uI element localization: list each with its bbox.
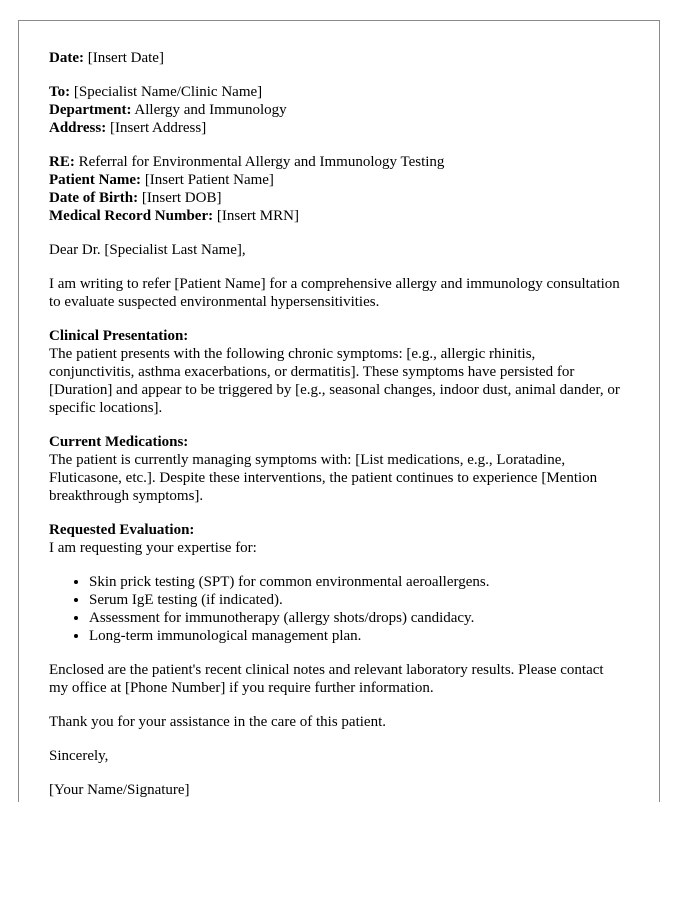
mrn-line xyxy=(49,207,624,225)
requested-evaluation-section xyxy=(49,521,624,645)
department-line xyxy=(49,101,624,119)
date-line xyxy=(49,49,624,67)
current-medications-text: The patient is currently managing symptoms with: [List medications, e.g., Loratadine, Fluticasone, etc.]. Despite these interventions, the patient continues to experience [Mention breakthrough symptoms]. xyxy=(49,452,598,504)
current-medications-section xyxy=(49,433,624,505)
mrn-value: [Insert MRN] xyxy=(216,208,299,224)
enclosure-paragraph: Enclosed are the patient's recent clinical notes and relevant laboratory results. Please contact my office at [Phone Number] if you require further information. xyxy=(49,662,604,696)
signature-placeholder: [Your Name/Signature] xyxy=(49,782,190,798)
current-medications-heading: Current Medications: xyxy=(49,434,189,450)
recipient-block xyxy=(49,83,624,137)
department-label: Department: xyxy=(49,102,132,118)
address-value: [Insert Address] xyxy=(109,120,207,136)
dob-label: Date of Birth: xyxy=(49,190,139,206)
address-line xyxy=(49,119,624,137)
address-label: Address: xyxy=(49,120,107,136)
thanks-paragraph: Thank you for your assistance in the care of this patient. xyxy=(49,714,386,730)
list-item: • Assessment for immunotherapy (allergy shots/drops) candidacy. xyxy=(89,609,624,627)
date-label: Date: xyxy=(49,50,84,66)
referral-letter xyxy=(49,49,624,815)
requested-evaluation-list xyxy=(49,573,624,645)
dob-value: [Insert DOB] xyxy=(141,190,222,206)
to-label: To: xyxy=(49,84,71,100)
list-item: • Skin prick testing (SPT) for common environmental aeroallergens. xyxy=(89,573,624,591)
closing: Sincerely, xyxy=(49,748,109,764)
list-item: • Serum IgE testing (if indicated). xyxy=(89,591,624,609)
patient-name-label: Patient Name: xyxy=(49,172,142,188)
intro-paragraph: I am writing to refer [Patient Name] for a comprehensive allergy and immunology consultation to evaluate suspected environmental hypersensitivities. xyxy=(49,276,620,310)
list-item: • Long-term immunological management plan. xyxy=(89,627,624,645)
clinical-presentation-text: The patient presents with the following chronic symptoms: [e.g., allergic rhinitis, conjunctivitis, asthma exacerbations, or dermatitis]. These symptoms have persisted for [Duration] and appear to be triggered by [e.g., seasonal changes, indoor dust, animal dander, or specific locations]. xyxy=(49,346,620,416)
department-value: Allergy and Immunology xyxy=(134,102,287,118)
re-value: Referral for Environmental Allergy and Immunology Testing xyxy=(78,154,445,170)
requested-evaluation-intro xyxy=(49,521,624,557)
to-value: [Specialist Name/Clinic Name] xyxy=(73,84,263,100)
patient-name-value: [Insert Patient Name] xyxy=(144,172,274,188)
mrn-label: Medical Record Number: xyxy=(49,208,214,224)
date-block xyxy=(49,49,624,67)
requested-evaluation-text: I am requesting your expertise for: xyxy=(49,540,257,556)
patient-name-line xyxy=(49,171,624,189)
date-value: [Insert Date] xyxy=(87,50,164,66)
reference-block xyxy=(49,153,624,225)
dob-line xyxy=(49,189,624,207)
salutation: Dear Dr. [Specialist Last Name], xyxy=(49,242,246,258)
to-line xyxy=(49,83,624,101)
clinical-presentation-heading: Clinical Presentation: xyxy=(49,328,189,344)
clinical-presentation-section xyxy=(49,327,624,417)
requested-evaluation-heading: Requested Evaluation: xyxy=(49,522,195,538)
re-line xyxy=(49,153,624,171)
re-label: RE: xyxy=(49,154,75,170)
